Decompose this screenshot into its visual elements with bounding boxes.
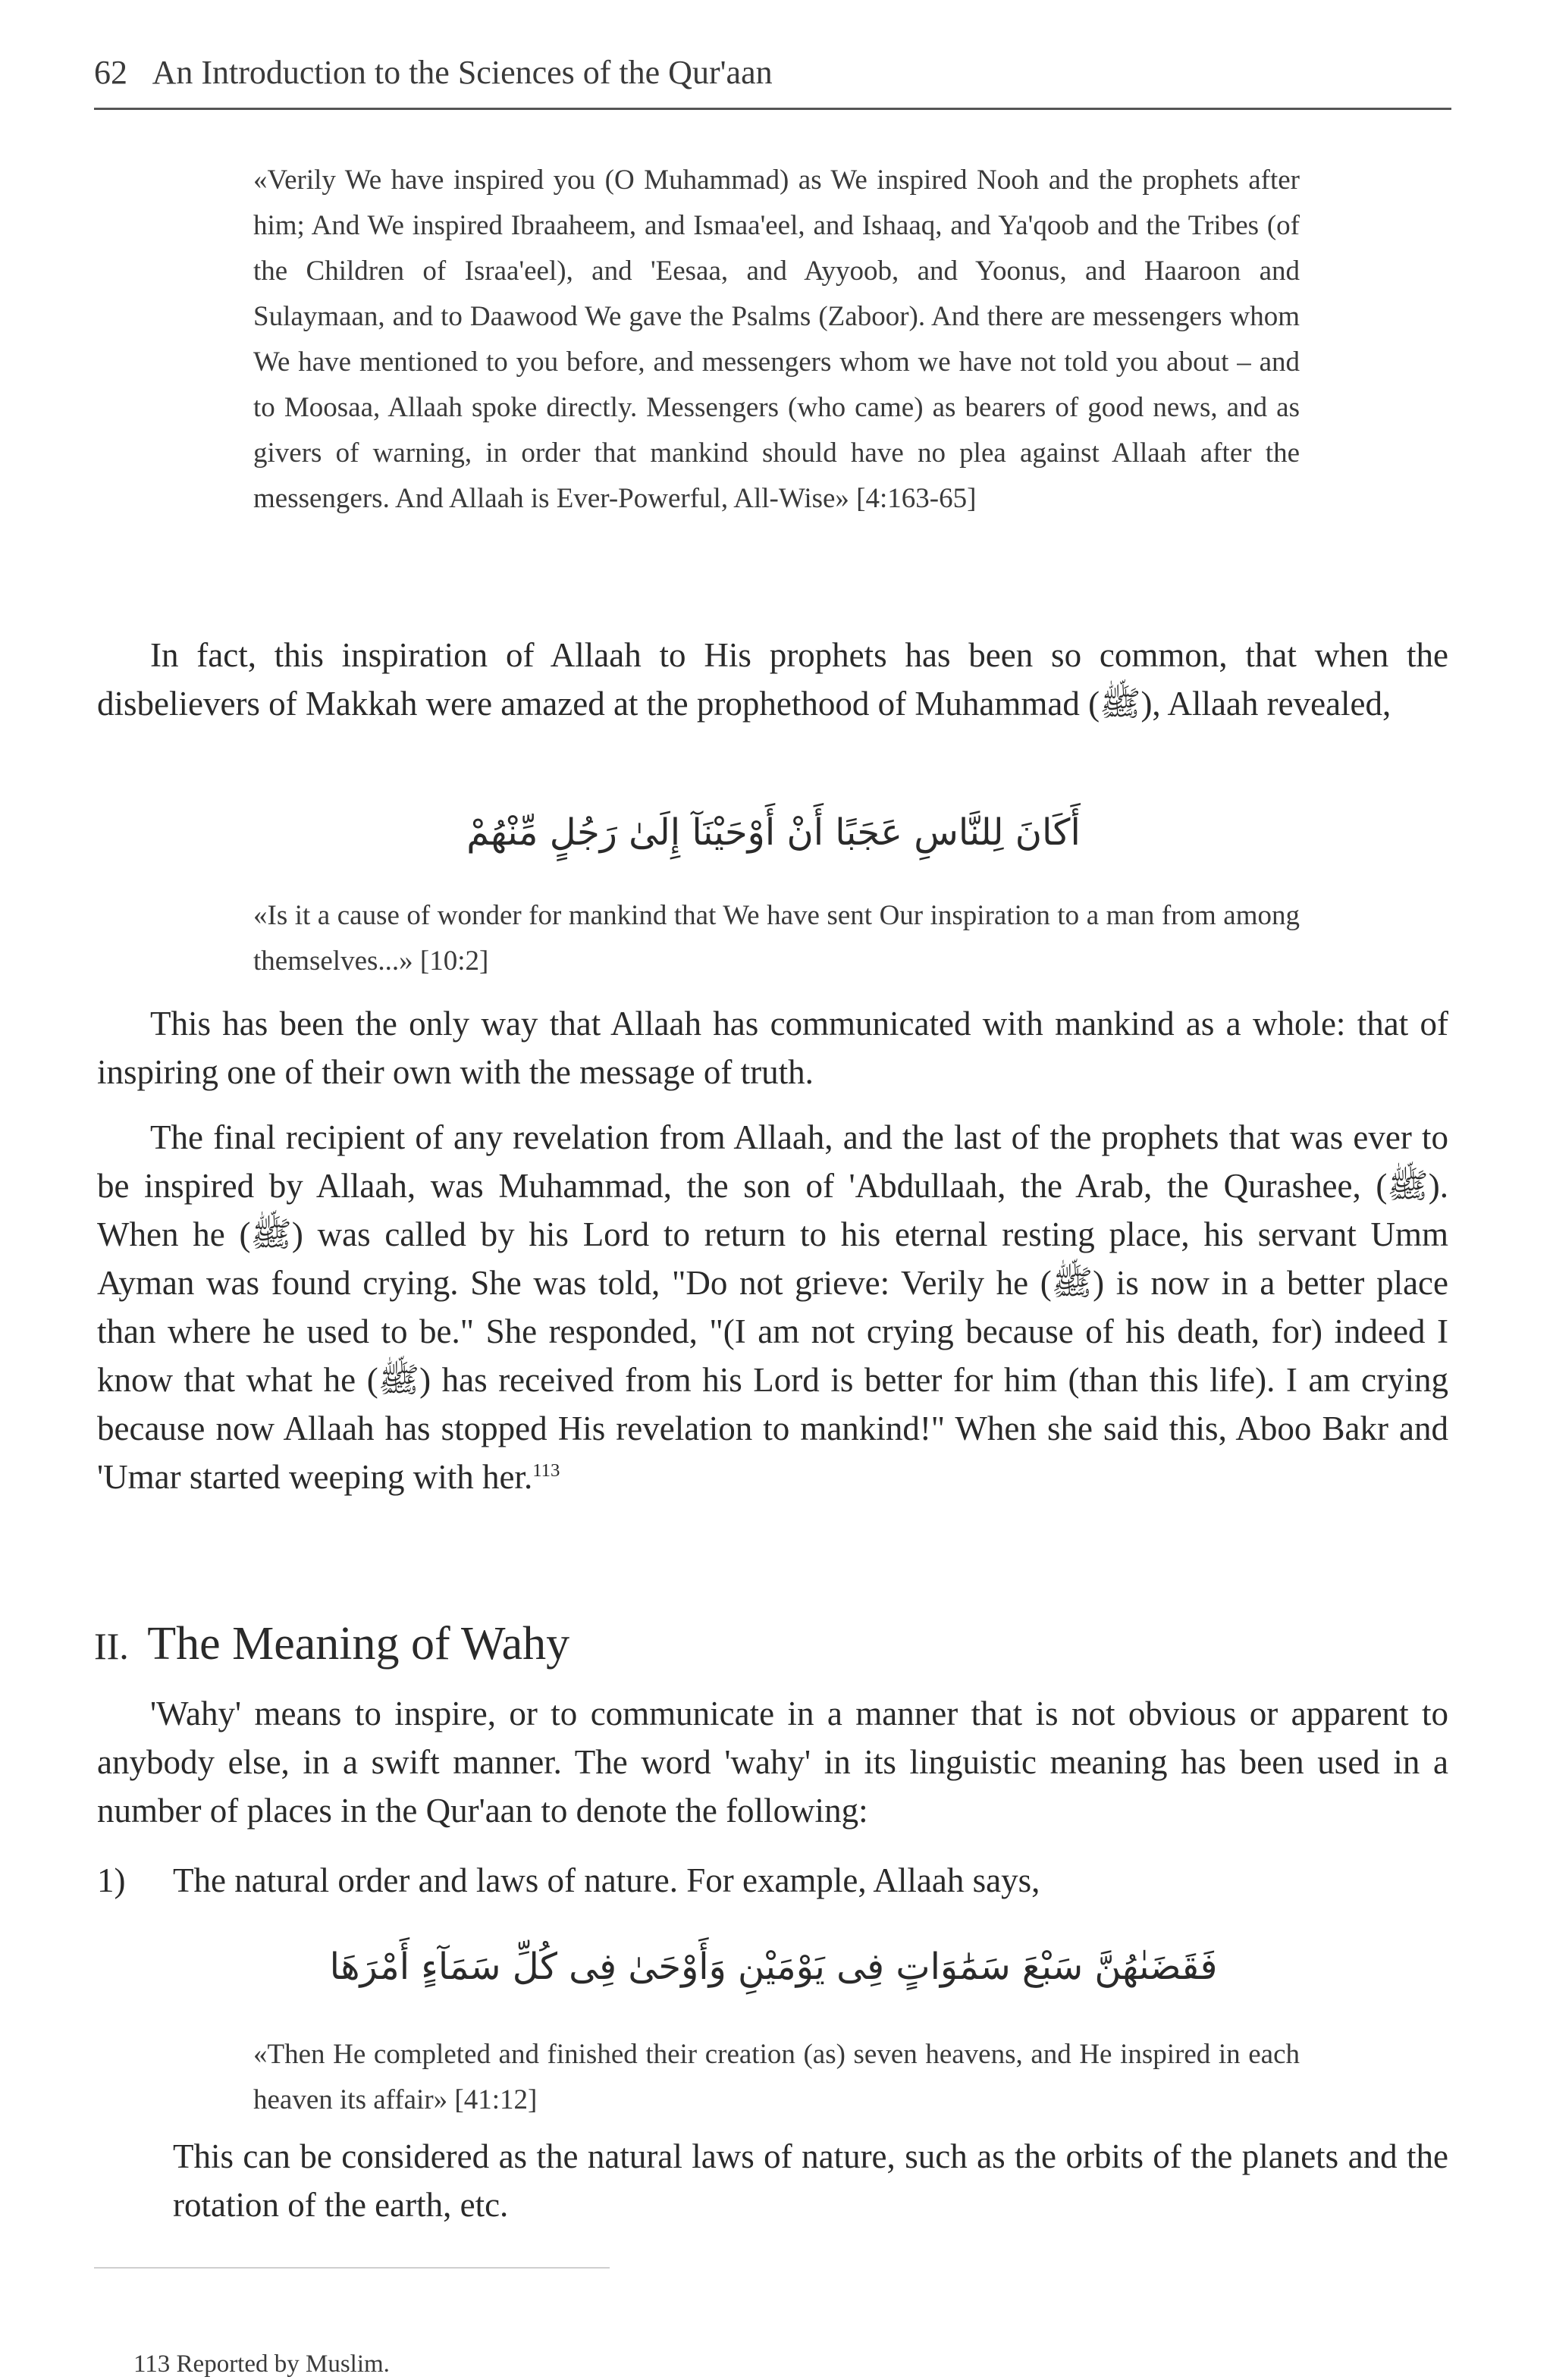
book-title: An Introduction to the Sciences of the Qur'aan (152, 54, 773, 91)
footnote-number: 113 (133, 2350, 171, 2378)
arabic-verse-10-2: أَكَانَ لِلنَّاسِ عَجَبًا أَنْ أَوْحَيْنَآ إِلَىٰ رَجُلٍ مِّنْهُمْ (466, 811, 1081, 854)
footnote (133, 2349, 390, 2379)
paragraph-only-way: This has been the only way that Allaah has communicated with mankind as a whole: that of inspiring one of their own with the message of truth. (97, 1005, 1448, 1091)
quran-quote-41-12: «Then He completed and finished their creation (as) seven heavens, and He inspired in each heaven its affair» [41:12] (253, 2039, 1300, 2115)
list-item-text: The natural order and laws of nature. For example, Allaah says, (173, 1861, 1040, 1899)
quran-quote-4-163: «Verily We have inspired you (O Muhammad) as We inspired Nooh and the prophets after him; And We inspired Ibraaheem, and Ismaa'eel, and Ishaaq, and Ya'qoob and the Tribes (of the Children of Israa'eel), and 'Eesaa, and Ayyoob, and Yoonus, and Haaroon and Sulaymaan, and to Daawood We gave the Psalms (Zaboor). And there are messengers whom We have mentioned to you before, and messengers whom we have not told you about – and to Moosaa, Allaah spoke directly. Messengers (who came) as bearers of good news, and as givers of warning, in order that mankind should have no plea against Allaah after the messengers. And Allaah is Ever-Powerful, All-Wise» [4:163-65] (253, 165, 1300, 514)
footnote-ref[interactable]: 113 (532, 1460, 560, 1481)
quran-quote-10-2: «Is it a cause of wonder for mankind that We have sent Our inspiration to a man from among themselves...» [10:2] (253, 900, 1300, 977)
running-head (94, 52, 1451, 94)
paragraph-final-recipient (97, 1113, 1448, 1501)
paragraph-natural-laws: This can be considered as the natural laws of nature, such as the orbits of the planets and the rotation of the earth, etc. (173, 2137, 1448, 2224)
footnote-text: Reported by Muslim. (176, 2350, 390, 2378)
footnote-rule (94, 2267, 610, 2269)
paragraph-final-recipient-text: The final recipient of any revelation from Allaah, and the last of the prophets that was ever to be inspired by Allaah, was Muhammad, the son of 'Abdullaah, the Arab, the Qurashee, (ﷺ). When he (ﷺ) was called by his Lord to return to his eternal resting place, his servant Umm Ayman was found crying. She was told, "Do not grieve: Verily he (ﷺ) is now in a better place than where he used to be." She responded, "(I am not crying because of his death, for) indeed I know that what he (ﷺ) has received from his Lord is better for him (than this life). I am crying because now Allaah has stopped His revelation to mankind!" When she said this, Aboo Bakr and 'Umar started weeping with her. (97, 1118, 1448, 1496)
section-title: The Meaning of Wahy (147, 1618, 570, 1670)
section-number: II. (94, 1625, 129, 1667)
paragraph-wahy-meaning: 'Wahy' means to inspire, or to communicate in a manner that is not obvious or apparent to anybody else, in a swift manner. The word 'wahy' in its linguistic meaning has been used in a number of places in the Qur'aan to denote the following: (97, 1695, 1448, 1830)
section-heading (94, 1613, 1231, 1676)
arabic-verse-41-12: فَقَضَىٰهُنَّ سَبْعَ سَمَٰوَاتٍ فِى يَوْمَيْنِ وَأَوْحَىٰ فِى كُلِّ سَمَآءٍ أَمْرَهَا (329, 1946, 1218, 1988)
paragraph-inspiration-common: In fact, this inspiration of Allaah to His prophets has been so common, that when the disbelievers of Makkah were amazed at the prophethood of Muhammad (ﷺ), Allaah revealed, (97, 636, 1448, 723)
header-rule (94, 108, 1451, 110)
list-marker: 1) (97, 1861, 126, 1899)
page-number: 62 (94, 54, 127, 91)
